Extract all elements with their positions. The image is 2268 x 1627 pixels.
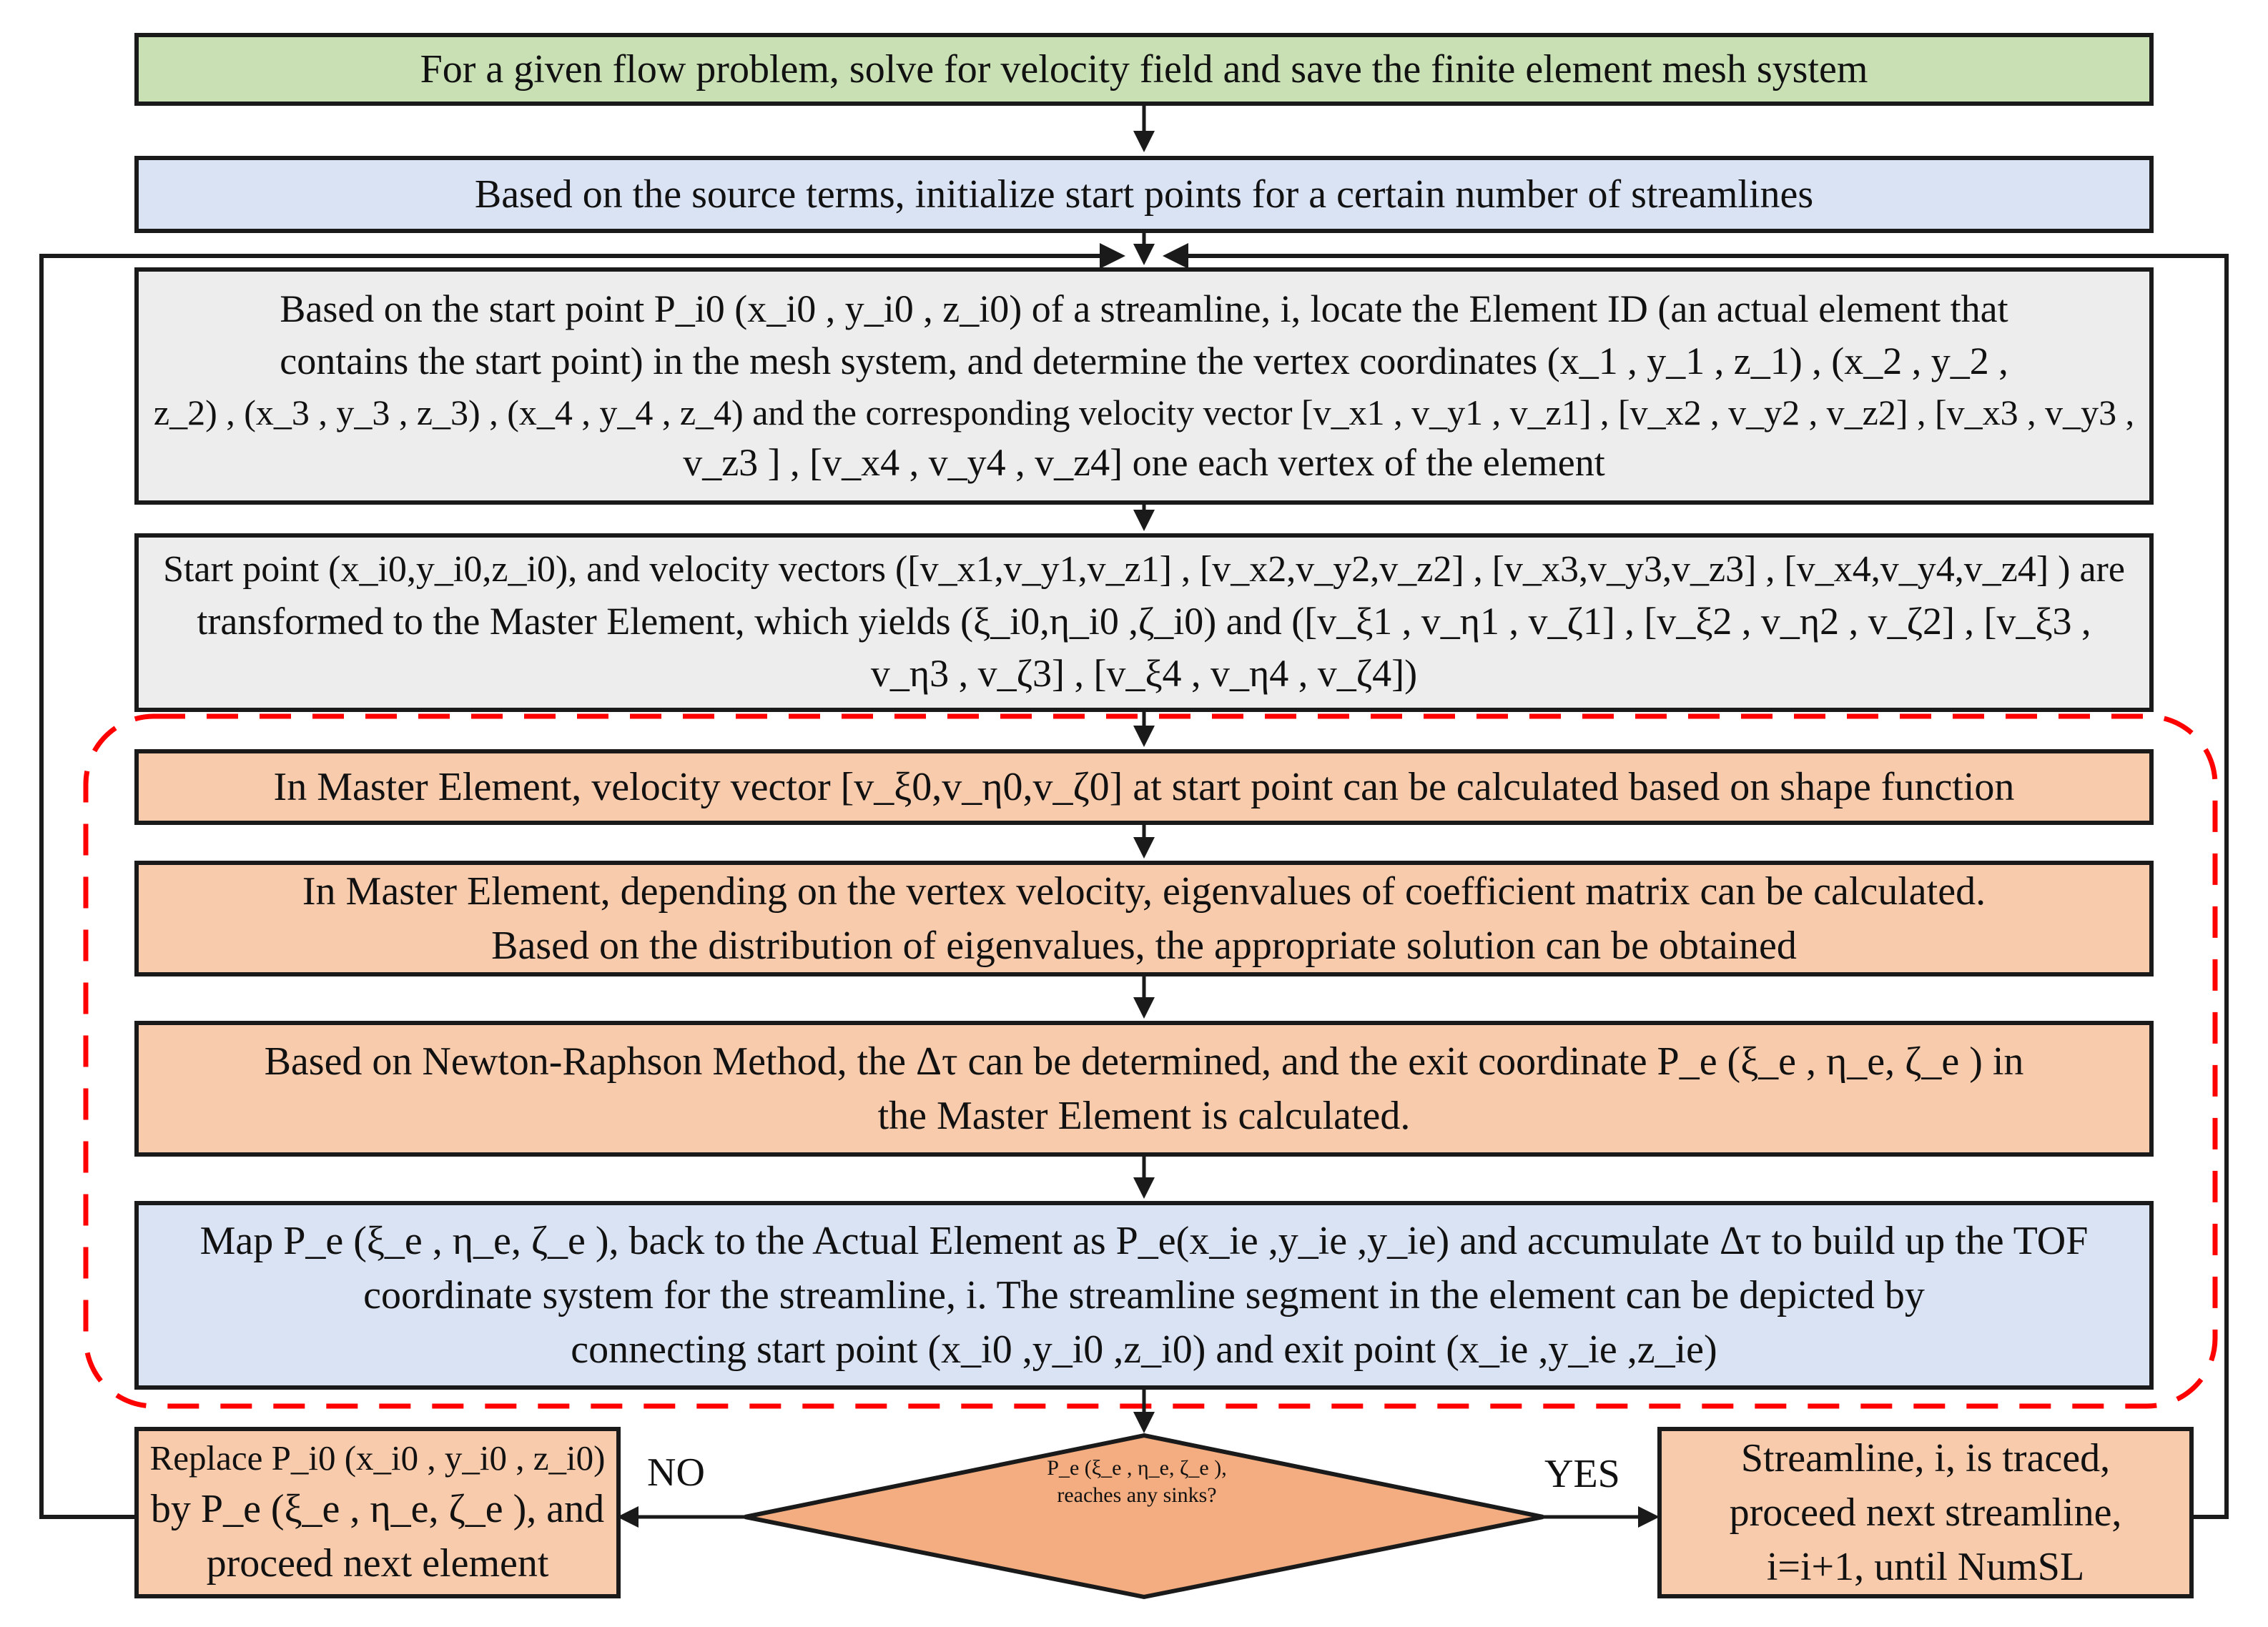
step-newton-raphson <box>134 1021 2154 1157</box>
step-3-line-1: Based on the start point P_i0 (x_i0 , y_i0 , z_i0) of a streamline, i, locate the Element ID (an actual element that <box>280 287 2008 330</box>
traced-line-1: Streamline, i, is traced, <box>1740 1435 2111 1480</box>
step-transform-master <box>134 533 2154 712</box>
step-locate-element <box>134 267 2154 505</box>
step-velocity-start-point <box>134 749 2154 825</box>
step-1-line-1: For a given flow problem, solve for velocity field and save the finite element mesh system <box>420 46 1868 92</box>
step-3-line-2: contains the start point) in the mesh system, and determine the vertex coordinates (x_1 , y_1 , z_1) , (x_2 , y_2 , <box>280 340 2008 383</box>
step-3-line-4: v_z3 ] , [v_x4 , v_y4 , v_z4] one each vertex of the element <box>683 440 1605 484</box>
replace-line-3: proceed next element <box>206 1541 549 1586</box>
step-6-line-1: In Master Element, depending on the vertex velocity, eigenvalues of coefficient matrix can be calculated. <box>302 869 1986 914</box>
no-label: NO <box>647 1450 705 1495</box>
step-7-line-1: Based on Newton-Raphson Method, the Δτ can be determined, and the exit coordinate P_e (ξ_e , η_e, ζ_e ) in <box>264 1039 2024 1084</box>
step-7-line-2: the Master Element is calculated. <box>877 1094 1411 1138</box>
step-8-line-3: connecting start point (x_i0 ,y_i0 ,z_i0) and exit point (x_ie ,y_ie ,z_ie) <box>571 1327 1717 1373</box>
replace-start-point-box <box>134 1427 621 1598</box>
step-2-line-1: Based on the source terms, initialize start points for a certain number of streamlines <box>474 172 1814 217</box>
traced-line-3: i=i+1, until NumSL <box>1766 1545 2085 1590</box>
step-4-line-3: v_η3 , v_ζ3] , [v_ξ4 , v_η4 , v_ζ4]) <box>870 652 1418 696</box>
step-map-back <box>134 1201 2154 1390</box>
step-eigenvalues <box>134 861 2154 976</box>
replace-line-2: by P_e (ξ_e , η_e, ζ_e ), and <box>150 1487 605 1532</box>
decision-text <box>765 1455 1509 1510</box>
streamline-traced-box <box>1657 1427 2194 1598</box>
step-init-start-points <box>134 156 2154 233</box>
step-5-line-1: In Master Element, velocity vector [v_ξ0,v_η0,v_ζ0] at start point can be calculated based on shape function <box>273 764 2015 809</box>
traced-line-2: proceed next streamline, <box>1729 1490 2122 1535</box>
yes-label: YES <box>1544 1452 1620 1496</box>
step-4-line-1: Start point (x_i0,y_i0,z_i0), and velocity vectors ([v_x1,v_y1,v_z1] , [v_x2,v_y2,v_z2] , [v_x3,v_y3,v_z3] , [v_x4,v_y4,v_z4] ) are <box>163 549 2125 590</box>
step-8-line-1: Map P_e (ξ_e , η_e, ζ_e ), back to the Actual Element as P_e(x_ie ,y_ie ,y_ie) and accumulate Δτ to build up the TOF <box>199 1218 2089 1263</box>
decision-line-1: P_e (ξ_e , η_e, ζ_e ), <box>1047 1456 1227 1480</box>
step-4-line-2: transformed to the Master Element, which yields (ξ_i0,η_i0 ,ζ_i0) and ([v_ξ1 , v_η1 , v_ζ1] , [v_ξ2 , v_η2 , v_ζ2] , [v_ξ3 , <box>197 599 2091 643</box>
step-solve-velocity <box>134 33 2154 106</box>
replace-line-1: Replace P_i0 (x_i0 , y_i0 , z_i0) <box>149 1438 606 1478</box>
step-8-line-2: coordinate system for the streamline, i. The streamline segment in the element can be depicted by <box>363 1272 1925 1317</box>
decision-line-2: reaches any sinks? <box>1057 1483 1217 1508</box>
step-3-line-3: z_2) , (x_3 , y_3 , z_3) , (x_4 , y_4 , z_4) and the corresponding velocity vector [v_x1 , v_y1 , v_z1] , [v_x2 , v_y2 , v_z2] , [v_x3 , v_y3 , <box>153 392 2135 432</box>
step-6-line-2: Based on the distribution of eigenvalues, the appropriate solution can be obtained <box>491 924 1797 968</box>
